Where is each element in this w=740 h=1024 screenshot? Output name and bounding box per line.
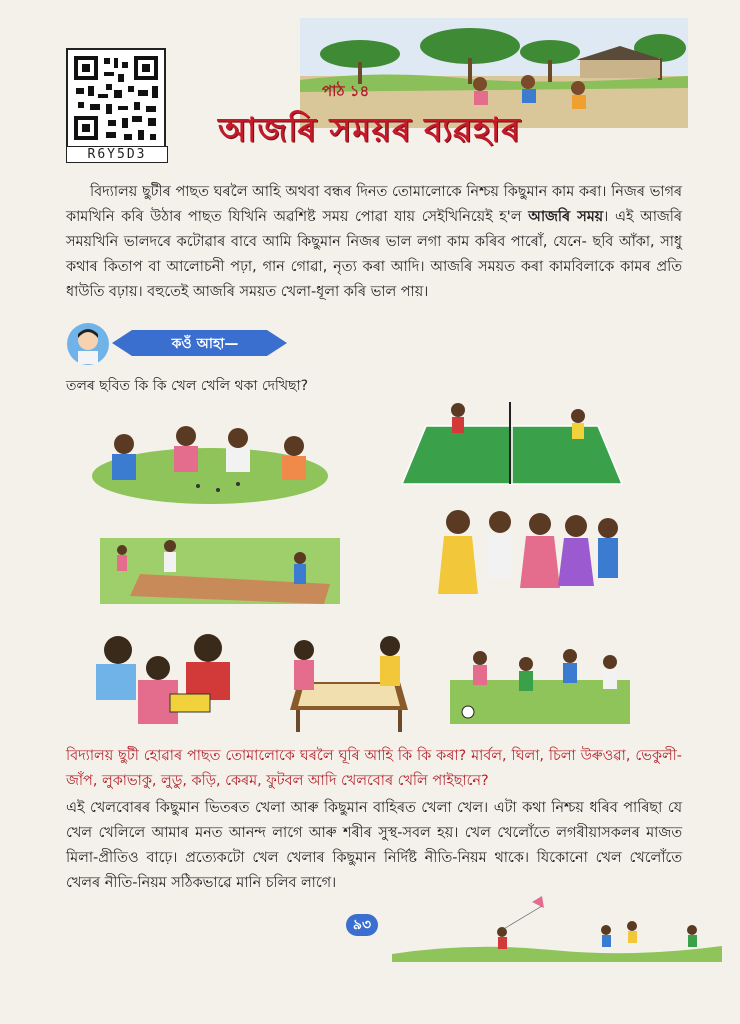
- intro-key-term: আজৰি সময়: [528, 209, 604, 225]
- games-question-paragraph: বিদ্যালয় ছুটী হোৱাৰ পাছত তোমালোকে ঘৰলৈ ঘূৰি আহি কি কি কৰা? মাৰ্বল, ঘিলা, চিলা উৰুওৱা, ভেকুলী-জাঁপ, লুকাভাকু, লুডু, কড়ি, কেৰম, ফুটবল আদি খেলবোৰ খেলি পাইছানে?: [66, 748, 682, 789]
- qr-code-label: R6Y5D3: [66, 146, 168, 163]
- lesson-title: আজৰি সময়ৰ ব্যৱহাৰ: [218, 110, 521, 149]
- intro-text-part1: বিদ্যালয় ছুটীৰ পাছত ঘৰলৈ আহি অথবা বন্ধৰ দিনত তোমালোকে নিশ্চয় কিছুমান কাম কৰা। নিজৰ ভাগৰ কামখিনি কৰি উঠাৰ পাছত যিখিনি অৱশিষ্ট সময় পোৱা যায় সেইখিনিয়েই হ'ল: [66, 184, 682, 225]
- page-number: ৯৩: [346, 914, 378, 936]
- lesson-number: পাঠ ১৪: [322, 82, 370, 100]
- marbles-illustration-icon: [88, 410, 332, 506]
- games-explanation-paragraph: এই খেলবোৰৰ কিছুমান ভিতৰত খেলা আৰু কিছুমান বাহিৰত খেলা খেল। এটা কথা নিশ্চয় ধৰিব পাৰিছা যে খেল খেলিলে আমাৰ মনত আনন্দ লাগে আৰু শৰীৰ সুস্থ-সবল হয়। খেল খেলোঁতে লগৰীয়াসকলৰ মাজত মিলা-প্ৰীতিও বাঢ়ে। প্ৰত্যেকটো খেল খেলাৰ কিছুমান নিৰ্দিষ্ট নীতি-নিয়ম থাকে। যিকোনো খেল খেলোঁতে খেলৰ নীতি-নিয়ম সঠিকভাৱে মানি চলিব লাগে।: [66, 800, 682, 891]
- intro-paragraph: [66, 180, 682, 305]
- footer-playground-scene-icon: [392, 896, 722, 962]
- ludo-illustration-icon: [78, 628, 254, 732]
- carrom-illustration-icon: [284, 630, 414, 734]
- qr-code-icon: [66, 48, 166, 148]
- kou-aha-label: কওঁ আহা—: [171, 336, 239, 352]
- picture-question: তলৰ ছবিত কি কি খেল খেলি থকা দেখিছা?: [66, 378, 309, 394]
- girl-avatar-icon: [66, 322, 110, 366]
- football-illustration-icon: [450, 640, 630, 724]
- badminton-illustration-icon: [398, 380, 626, 486]
- intro-text-part2: । এই আজৰি সময়খিনি ভালদৰে কটোৱাৰ বাবে আমি কিছুমান নিজৰ ভাল লগা কাম কৰিব পাৰোঁ, যেনে- ছবি আঁকা, সাধু কথাৰ কিতাপ বা আলোচনী পঢ়া, গান গোৱা, নৃত্য কৰা আদি। আজৰি সময়ত কৰা কামবিলাকে কামৰ প্ৰতি ধাউতি বঢ়ায়। বহুতেই আজৰি সময়ত খেলা-ধূলা কৰি ভাল পায়।: [66, 209, 683, 300]
- dancing-children-illustration-icon: [436, 504, 622, 616]
- cricket-illustration-icon: [100, 524, 340, 610]
